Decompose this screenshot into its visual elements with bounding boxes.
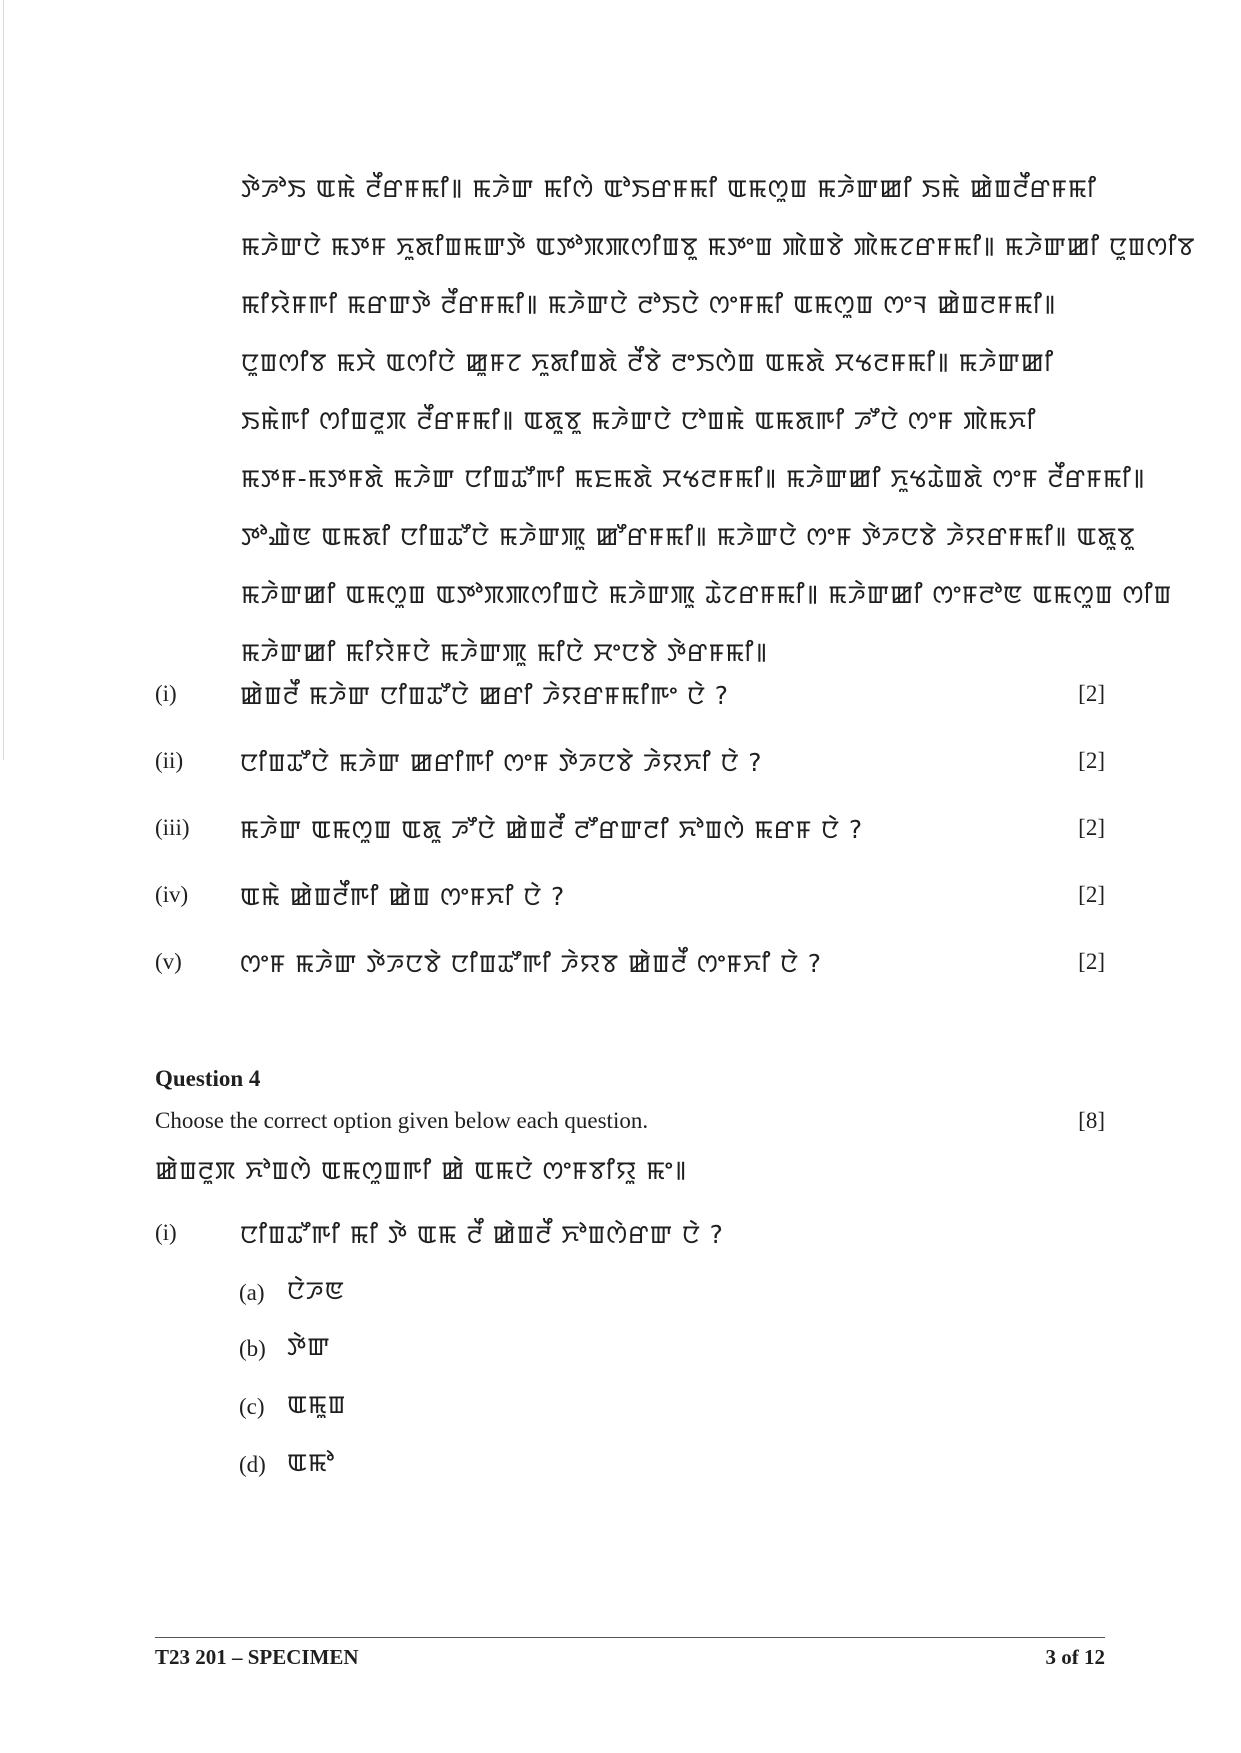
passage-line: ꯃꯤꯌꯥꯝꯒꯤ ꯃꯔꯛꯇꯥ ꯂꯩꯔꯝꯃꯤ꯫ ꯃꯍꯥꯛꯅꯥ ꯂꯣꯏꯅꯥ ꯁꯦꯝꯃꯤ ꯑꯃꯁꯨꯡ ꯁꯦꯜ ꯀꯥꯡꯂꯝꯃꯤ꯫	[241, 290, 1057, 319]
question-marks: [2]	[1078, 681, 1105, 706]
question-4-marks: [8]	[1078, 1108, 1105, 1133]
question-number: (v)	[155, 949, 182, 974]
option-letter: (d)	[239, 1452, 266, 1477]
option-text: ꯑꯃꯨꯡ	[287, 1390, 347, 1419]
passage-line: ꯃꯍꯥꯛꯀꯤ ꯃꯤꯌꯥꯝꯅꯥ ꯃꯍꯥꯛꯄꯨ ꯃꯤꯅꯥ ꯆꯦꯅꯕꯥ ꯇꯥꯔꯝꯃꯤ꯫	[241, 638, 769, 667]
mcq-question-number: (i)	[155, 1220, 177, 1245]
question-marks: [2]	[1078, 882, 1105, 907]
question-row	[155, 681, 1105, 721]
question-row	[155, 882, 1105, 922]
question-marks: [2]	[1078, 949, 1105, 974]
option-text: ꯑꯃꯣ	[287, 1448, 335, 1477]
question-row	[155, 748, 1105, 788]
mcq-question-text: ꯅꯤꯡꯊꯧꯒꯤ ꯃꯤ ꯇꯥ ꯑꯃ ꯂꯩ ꯀꯥꯡꯂꯩ ꯈꯣꯡꯁꯥꯔꯛ ꯅꯥ ?	[240, 1220, 724, 1249]
page-number: 3 of 12	[1045, 1645, 1105, 1669]
question-text: ꯑꯃꯥ ꯀꯥꯡꯂꯩꯒꯤ ꯀꯥꯡ ꯁꯦꯝꯈꯤ ꯅꯥ ?	[240, 882, 566, 911]
question-number: (i)	[155, 681, 177, 706]
mcq-question-row	[155, 1220, 1105, 1260]
question-4-instruction: Choose the correct option given below each question.	[155, 1108, 649, 1133]
passage-line: ꯃꯍꯥꯛꯀꯤ ꯑꯃꯁꯨꯡ ꯑꯇꯣꯞꯄꯁꯤꯡꯅꯥ ꯃꯍꯥꯛꯄꯨ ꯊꯥꯖꯔꯝꯃꯤ꯫ ꯃꯍꯥꯛꯀꯤ ꯁꯦꯝꯂꯣꯟ ꯑꯃꯁꯨꯡ ꯁꯤꯡ	[241, 580, 1173, 609]
passage-line: ꯃꯍꯥꯛꯅꯥ ꯃꯇꯝ ꯈꯨꯗꯤꯡꯃꯛꯇꯥ ꯑꯇꯣꯞꯄꯁꯤꯡꯕꯨ ꯃꯇꯦꯡ ꯄꯥꯡꯕꯥ ꯄꯥꯃꯖꯔꯝꯃꯤ꯫ ꯃꯍꯥꯛꯀꯤ ꯅꯨꯡꯁꯤꯕ	[241, 232, 1196, 261]
option-text: ꯇꯥꯛ	[287, 1332, 331, 1361]
question-number: (ii)	[155, 748, 184, 773]
question-4-title: Question 4	[155, 1066, 261, 1091]
question-text: ꯁꯦꯝ ꯃꯍꯥꯛ ꯇꯥꯍꯅꯕꯥ ꯅꯤꯡꯊꯧꯒꯤ ꯍꯥꯌꯕ ꯀꯥꯡꯂꯩ ꯁꯦꯝꯈꯤ ꯅꯥ ?	[240, 949, 823, 978]
option-letter: (a)	[239, 1280, 265, 1305]
question-row	[155, 815, 1105, 855]
question-text: ꯀꯥꯡꯂꯩ ꯃꯍꯥꯛ ꯅꯤꯡꯊꯧꯅꯥ ꯀꯔꯤ ꯍꯥꯌꯔꯝꯃꯤꯒꯦ ꯅꯥ ?	[240, 681, 730, 710]
question-number: (iii)	[155, 815, 190, 840]
passage-line: ꯏꯃꯥꯒꯤ ꯁꯤꯡꯂꯨꯞ ꯂꯩꯔꯝꯃꯤ꯫ ꯑꯗꯨꯕꯨ ꯃꯍꯥꯛꯅꯥ ꯅꯣꯡꯃꯥ ꯑꯃꯗꯒꯤ ꯍꯧꯅꯥ ꯁꯦꯝ ꯄꯥꯃꯈꯤ	[241, 406, 1037, 435]
option-letter: (c)	[239, 1394, 265, 1419]
question-text: ꯅꯤꯡꯊꯧꯅꯥ ꯃꯍꯥꯛ ꯀꯔꯤꯒꯤ ꯁꯦꯝ ꯇꯥꯍꯅꯕꯥ ꯍꯥꯌꯈꯤ ꯅꯥ ?	[240, 748, 763, 777]
question-marks: [2]	[1078, 748, 1105, 773]
passage-line: ꯃꯇꯝ-ꯃꯇꯝꯗꯥ ꯃꯍꯥꯛ ꯅꯤꯡꯊꯧꯒꯤ ꯃꯐꯃꯗꯥ ꯆꯠꯂꯝꯃꯤ꯫ ꯃꯍꯥꯛꯀꯤ ꯈꯨꯠꯊꯥꯡꯗꯥ ꯁꯦꯝ ꯂꯩꯔꯝꯃꯤ꯫	[241, 464, 1146, 493]
option-letter: (b)	[239, 1336, 266, 1361]
passage-line: ꯇꯣꯉꯥꯟ ꯑꯃꯗꯤ ꯅꯤꯡꯊꯧꯅꯥ ꯃꯍꯥꯛꯄꯨ ꯀꯧꯔꯝꯃꯤ꯫ ꯃꯍꯥꯛꯅꯥ ꯁꯦꯝ ꯇꯥꯍꯅꯕꯥ ꯍꯥꯌꯔꯝꯃꯤ꯫ ꯑꯗꯨꯕꯨ	[241, 522, 1136, 551]
question-row	[155, 949, 1105, 989]
option-text: ꯅꯥꯍꯟ	[287, 1276, 345, 1305]
footer-divider	[155, 1637, 1105, 1638]
question-text: ꯃꯍꯥꯛ ꯑꯃꯁꯨꯡ ꯑꯗꯨ ꯍꯧꯅꯥ ꯀꯥꯡꯂꯩ ꯂꯧꯔꯛꯂꯤ ꯈꯣꯡꯁꯥ ꯃꯔꯝ ꯅꯥ ?	[240, 815, 864, 844]
passage-line: ꯇꯥꯍꯣꯏ ꯑꯃꯥ ꯂꯩꯔꯝꯃꯤ꯫ ꯃꯍꯥꯛ ꯃꯤꯁꯥ ꯑꯣꯏꯔꯝꯃꯤ ꯑꯃꯁꯨꯡ ꯃꯍꯥꯛꯀꯤ ꯏꯃꯥ ꯀꯥꯡꯂꯩꯔꯝꯃꯤ	[241, 174, 1097, 203]
question-number: (iv)	[155, 882, 189, 907]
question-4-instruction-meitei: ꯀꯥꯡꯂꯨꯞ ꯈꯣꯡꯁꯥ ꯑꯃꯁꯨꯡꯒꯤ ꯀꯥ ꯑꯃꯅꯥ ꯁꯦꯝꯕꯤꯌꯨ ꯃꯦ꯫	[155, 1156, 688, 1185]
paper-code: T23 201 – SPECIMEN	[155, 1645, 359, 1669]
passage-line: ꯅꯨꯡꯁꯤꯕ ꯃꯆꯥ ꯑꯁꯤꯅꯥ ꯀꯨꯝꯖ ꯈꯨꯗꯤꯡꯗꯥ ꯂꯩꯕꯥ ꯂꯦꯏꯁꯥꯡ ꯑꯃꯗꯥ ꯆꯠꯂꯝꯃꯤ꯫ ꯃꯍꯥꯛꯀꯤ	[241, 348, 1055, 377]
scan-edge-line	[3, 0, 4, 760]
question-marks: [2]	[1078, 815, 1105, 840]
